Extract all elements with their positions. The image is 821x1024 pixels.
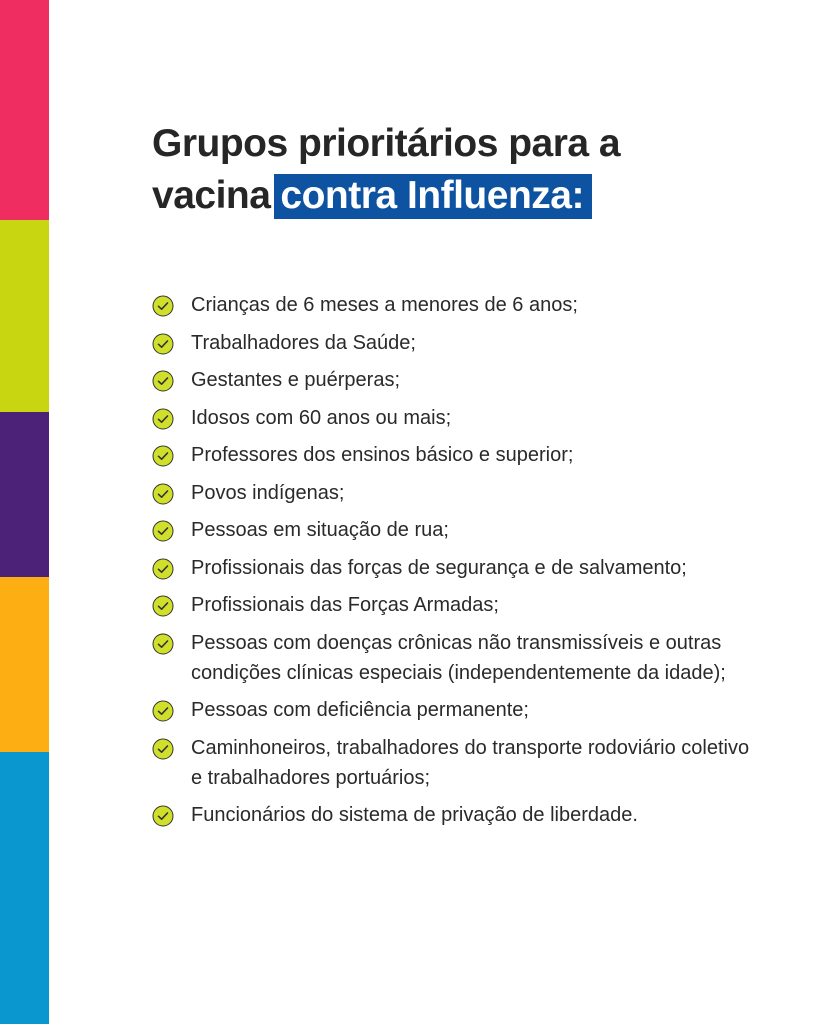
list-item — [152, 328, 752, 358]
list-item-text: Pessoas em situação de rua; — [191, 519, 449, 541]
check-circle-icon — [152, 738, 174, 760]
list-item-text: Gestantes e puérperas; — [191, 369, 401, 391]
list-item-text: Idosos com 60 anos ou mais; — [191, 406, 452, 429]
title-highlight: contra Influenza: — [274, 174, 592, 219]
color-stripe-blue — [0, 752, 49, 1024]
list-item-text: Funcionários do sistema de privação de liberdade. — [191, 804, 638, 826]
check-circle-icon — [152, 700, 174, 722]
color-stripe-pink — [0, 0, 49, 220]
list-item — [152, 515, 752, 545]
list-item-text: Profissionais das forças de segurança e de salvamento; — [191, 556, 687, 579]
list-item — [152, 628, 752, 688]
list-item — [152, 800, 752, 830]
check-circle-icon — [152, 520, 174, 542]
title-line-2 — [152, 170, 620, 222]
list-item — [152, 553, 752, 583]
check-circle-icon — [152, 633, 174, 655]
list-item — [152, 590, 752, 620]
page-title — [152, 118, 620, 222]
check-circle-icon — [152, 295, 174, 317]
list-item-text: Trabalhadores da Saúde; — [191, 331, 416, 354]
list-item — [152, 478, 752, 508]
title-line-1: Grupos prioritários para a — [152, 122, 621, 165]
list-item-text: Profissionais das Forças Armadas; — [191, 594, 499, 616]
check-circle-icon — [152, 408, 174, 430]
check-circle-icon — [152, 483, 174, 505]
list-item — [152, 403, 752, 433]
color-stripe-orange — [0, 577, 49, 752]
list-item — [152, 695, 752, 725]
list-item-text: Professores dos ensinos básico e superior; — [191, 444, 574, 466]
check-circle-icon — [152, 558, 174, 580]
color-stripe-purple — [0, 412, 49, 577]
check-circle-icon — [152, 370, 174, 392]
check-circle-icon — [152, 333, 174, 355]
list-item-text: Crianças de 6 meses a menores de 6 anos; — [191, 294, 578, 316]
color-stripe-lime — [0, 220, 49, 412]
list-item-text: Povos indígenas; — [191, 481, 345, 504]
list-item-text: Pessoas com deficiência permanente; — [191, 699, 529, 721]
list-item — [152, 365, 752, 395]
list-item — [152, 440, 752, 470]
title-plain: vacina — [152, 174, 271, 217]
check-circle-icon — [152, 595, 174, 617]
check-circle-icon — [152, 805, 174, 827]
color-stripe — [0, 0, 49, 1024]
list-item — [152, 733, 752, 793]
list-item-text: Caminhoneiros, trabalhadores do transporte rodoviário coletivo e trabalhadores portuários; — [191, 736, 750, 789]
list-item — [152, 290, 752, 320]
priority-group-list — [152, 290, 752, 838]
list-item-text: Pessoas com doenças crônicas não transmissíveis e outras condições clínicas especiais (independentemente da idade); — [191, 631, 726, 684]
check-circle-icon — [152, 445, 174, 467]
